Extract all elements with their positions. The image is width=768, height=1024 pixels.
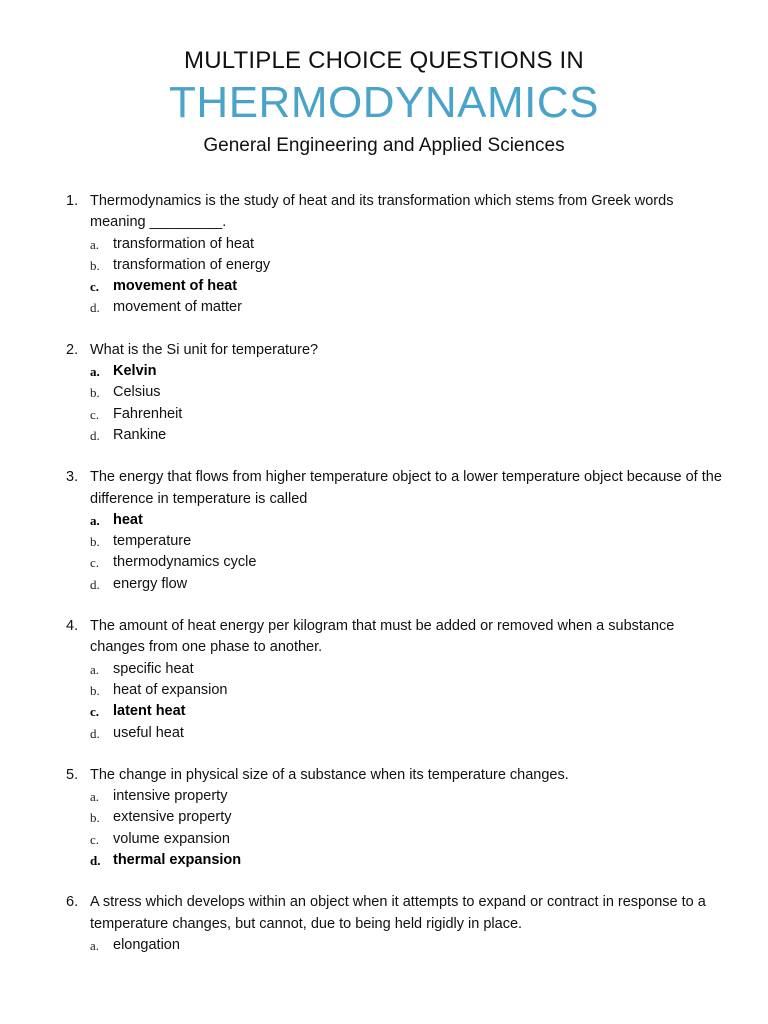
answer-option bbox=[90, 680, 726, 701]
option-letter: d. bbox=[90, 725, 100, 741]
question-text: The change in physical size of a substance when its temperature changes. bbox=[90, 766, 569, 783]
option-text: heat bbox=[113, 511, 143, 528]
question-text: The energy that flows from higher temperature object to a lower temperature object because of the difference in temperature is called bbox=[90, 469, 722, 507]
option-letter: d. bbox=[90, 576, 100, 592]
option-letter: d. bbox=[90, 300, 100, 316]
question-text: The amount of heat energy per kilogram that must be added or removed when a substance changes from one phase to another. bbox=[90, 618, 675, 656]
answer-option bbox=[90, 297, 726, 318]
answer-option bbox=[90, 723, 726, 744]
option-text: transformation of heat bbox=[113, 235, 255, 252]
option-text: latent heat bbox=[113, 703, 186, 720]
question-text: What is the Si unit for temperature? bbox=[90, 341, 319, 358]
option-text: Fahrenheit bbox=[113, 405, 183, 422]
document-header bbox=[0, 46, 768, 159]
answer-options bbox=[66, 361, 726, 446]
answer-options bbox=[66, 659, 726, 744]
question-item bbox=[66, 191, 726, 319]
answer-option bbox=[90, 807, 726, 828]
answer-option bbox=[90, 935, 726, 956]
option-text: Rankine bbox=[113, 426, 167, 443]
question-text: A stress which develops within an object when it attempts to expand or contract in response to a temperature changes, but cannot, due to being held rigidly in place. bbox=[90, 894, 706, 932]
answer-options bbox=[66, 510, 726, 595]
answer-option-correct bbox=[90, 510, 726, 531]
option-letter: a. bbox=[90, 937, 100, 953]
answer-option bbox=[90, 531, 726, 552]
answer-option bbox=[90, 574, 726, 595]
option-text: temperature bbox=[113, 533, 192, 550]
question-item bbox=[66, 765, 726, 871]
answer-options bbox=[66, 786, 726, 871]
option-letter: c. bbox=[90, 406, 100, 422]
option-letter: a. bbox=[90, 364, 100, 380]
answer-option bbox=[90, 382, 726, 403]
option-letter: b. bbox=[90, 810, 100, 826]
question-stem bbox=[66, 616, 726, 659]
question-item bbox=[66, 467, 726, 595]
option-letter: b. bbox=[90, 385, 100, 401]
answer-options bbox=[66, 935, 726, 956]
question-stem bbox=[66, 191, 726, 234]
option-text: movement of matter bbox=[113, 299, 242, 316]
answer-option bbox=[90, 425, 726, 446]
option-letter: d. bbox=[90, 427, 100, 443]
option-letter: c. bbox=[90, 279, 100, 295]
option-letter: d. bbox=[90, 853, 101, 869]
question-list bbox=[66, 191, 726, 977]
question-text: Thermodynamics is the study of heat and its transformation which stems from Greek words meaning _________. bbox=[90, 193, 674, 231]
option-text: heat of expansion bbox=[113, 681, 228, 698]
option-letter: a. bbox=[90, 512, 100, 528]
option-text: Kelvin bbox=[113, 363, 157, 380]
answer-option-correct bbox=[90, 850, 726, 871]
question-stem bbox=[66, 765, 726, 786]
option-text: thermal expansion bbox=[113, 852, 242, 869]
answer-option-correct bbox=[90, 701, 726, 722]
question-number: 2. bbox=[66, 341, 79, 358]
option-letter: c. bbox=[90, 704, 100, 720]
option-text: useful heat bbox=[113, 724, 184, 741]
option-text: energy flow bbox=[113, 575, 188, 592]
answer-option bbox=[90, 404, 726, 425]
option-text: intensive property bbox=[113, 788, 228, 805]
option-text: thermodynamics cycle bbox=[113, 554, 257, 571]
option-text: transformation of energy bbox=[113, 256, 271, 273]
answer-option-correct bbox=[90, 361, 726, 382]
option-letter: a. bbox=[90, 661, 100, 677]
option-text: Celsius bbox=[113, 384, 161, 401]
option-letter: c. bbox=[90, 831, 100, 847]
option-text: volume expansion bbox=[113, 830, 230, 847]
answer-option bbox=[90, 552, 726, 573]
option-text: elongation bbox=[113, 936, 180, 953]
question-item bbox=[66, 892, 726, 956]
option-letter: a. bbox=[90, 236, 100, 252]
option-text: extensive property bbox=[113, 809, 232, 826]
answer-option bbox=[90, 659, 726, 680]
title-subject: THERMODYNAMICS bbox=[169, 78, 599, 127]
question-number: 3. bbox=[66, 469, 79, 486]
title-line-1: MULTIPLE CHOICE QUESTIONS IN bbox=[184, 47, 584, 74]
question-number: 5. bbox=[66, 766, 79, 783]
question-number: 6. bbox=[66, 894, 79, 911]
answer-option bbox=[90, 786, 726, 807]
answer-option bbox=[90, 255, 726, 276]
option-letter: b. bbox=[90, 682, 100, 698]
answer-options bbox=[66, 234, 726, 319]
subtitle: General Engineering and Applied Sciences bbox=[203, 135, 565, 156]
option-text: movement of heat bbox=[113, 278, 238, 295]
question-item bbox=[66, 340, 726, 446]
answer-option bbox=[90, 234, 726, 255]
option-letter: c. bbox=[90, 555, 100, 571]
option-letter: a. bbox=[90, 789, 100, 805]
option-text: specific heat bbox=[113, 660, 194, 677]
question-stem bbox=[66, 892, 726, 935]
option-letter: b. bbox=[90, 534, 100, 550]
question-number: 1. bbox=[66, 193, 79, 209]
question-stem bbox=[66, 467, 726, 510]
question-item bbox=[66, 616, 726, 744]
question-number: 4. bbox=[66, 618, 79, 635]
answer-option bbox=[90, 829, 726, 850]
option-letter: b. bbox=[90, 257, 100, 273]
question-stem bbox=[66, 340, 726, 361]
answer-option-correct bbox=[90, 276, 726, 297]
